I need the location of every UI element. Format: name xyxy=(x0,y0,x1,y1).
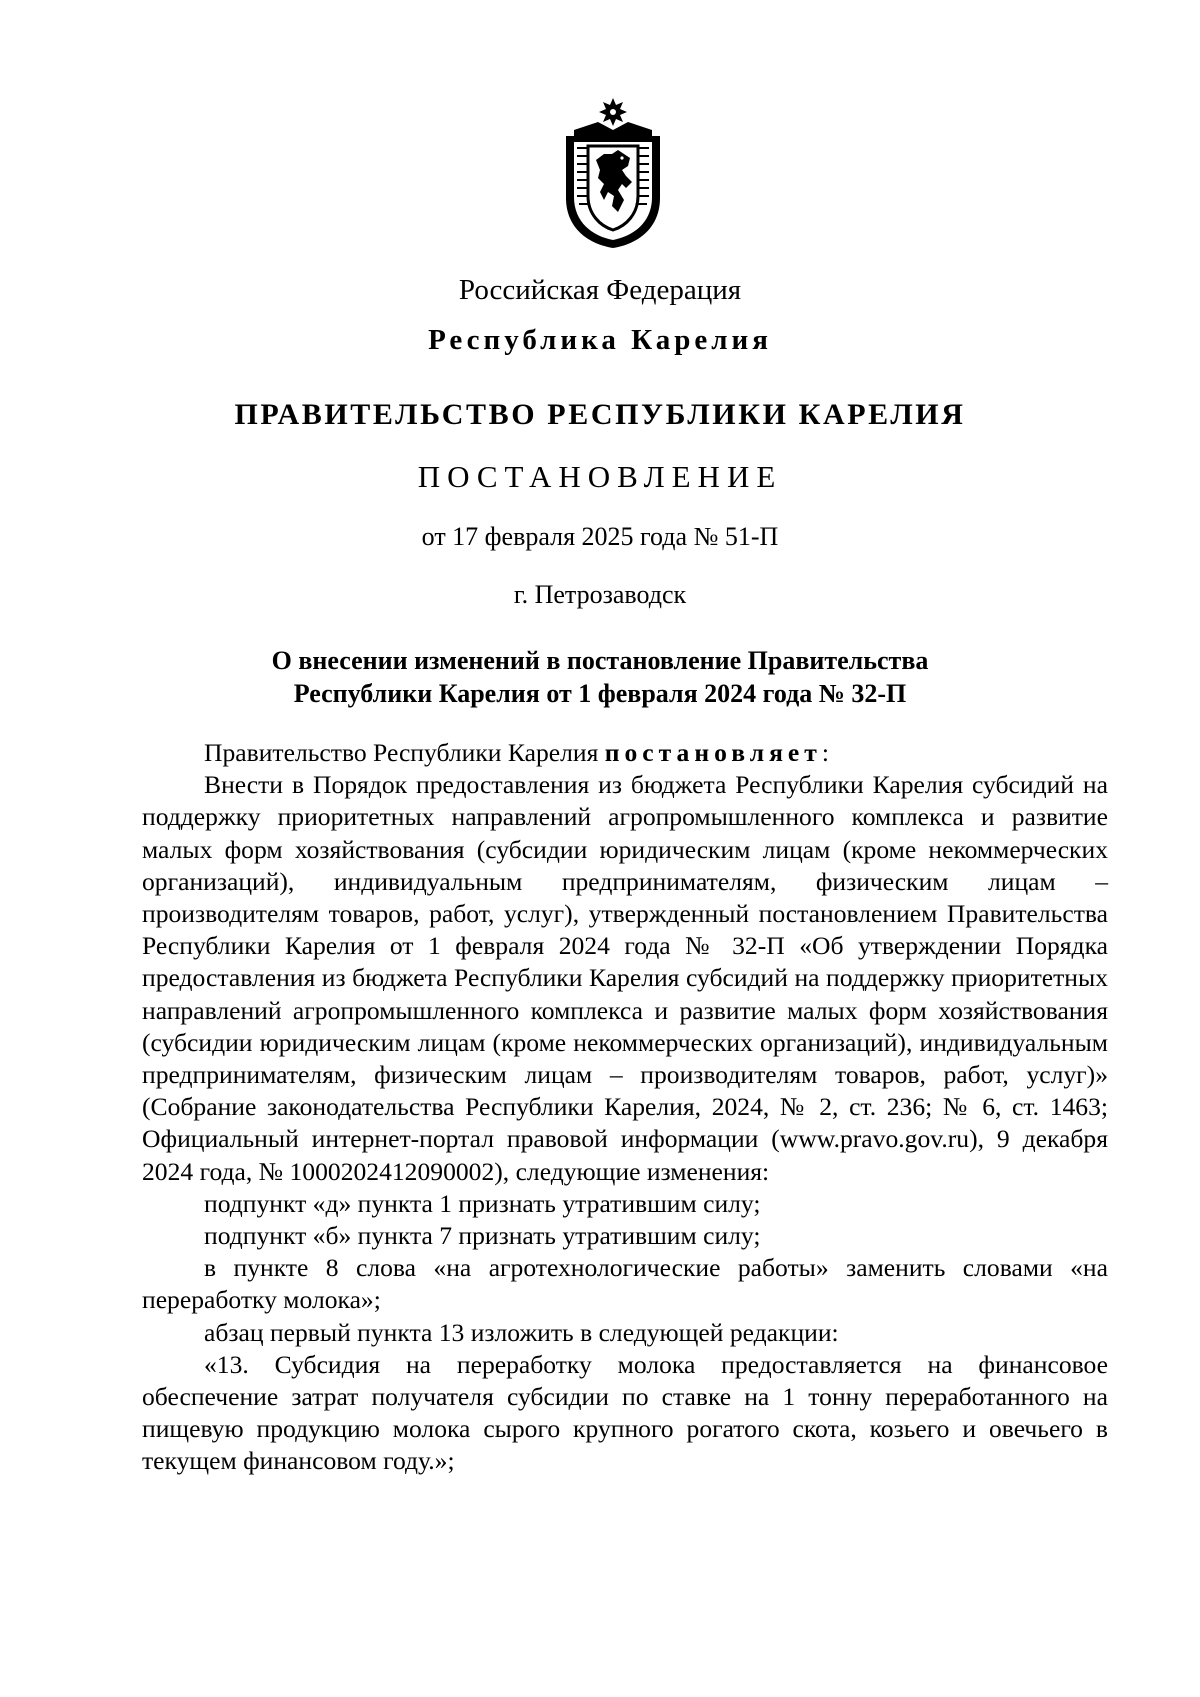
body-paragraph: в пункте 8 слова «на агротехнологические работы» заменить словами «на переработку молока»; xyxy=(142,1253,1108,1315)
body-paragraph: подпункт «б» пункта 7 признать утратившим силу; xyxy=(204,1221,761,1251)
preamble-text: Правительство Республики Карелия xyxy=(204,738,605,767)
preamble-colon: : xyxy=(821,738,829,767)
document-title-line: О внесении изменений в постановление Правительства xyxy=(271,646,929,675)
document-type: ПОСТАНОВЛЕНИЕ xyxy=(417,459,783,494)
government-name: ПРАВИТЕЛЬСТВО РЕСПУБЛИКИ КАРЕЛИЯ xyxy=(234,398,966,431)
coat-of-arms-emblem xyxy=(560,96,666,250)
document-title-line: Республики Карелия от 1 февраля 2024 года № 32-П xyxy=(293,679,907,708)
document-city: г. Петрозаводск xyxy=(513,580,687,609)
body-paragraph: абзац первый пункта 13 изложить в следующей редакции: xyxy=(204,1317,839,1347)
body-paragraph: подпункт «д» пункта 1 признать утратившим силу; xyxy=(204,1188,761,1218)
preamble-paragraph xyxy=(142,737,1108,769)
body-paragraph: «13. Субсидия на переработку молока предоставляется на финансовое обеспечение затрат получателя субсидии по ставке на 1 тонну переработанного на пищевую продукцию молока сырого крупного рогатого скота, козьего и овечьего в текущем финансовом году.»; xyxy=(142,1349,1108,1476)
document-date-number: от 17 февраля 2025 года № 51-П xyxy=(421,522,779,551)
country-name: Российская Федерация xyxy=(458,274,742,306)
star-icon xyxy=(599,98,627,126)
document-body xyxy=(142,737,1108,1478)
body-paragraph: Внести в Порядок предоставления из бюджета Республики Карелия субсидий на поддержку приоритетных направлений агропромышленного комплекса и развитие малых форм хозяйствования (субсидии юридическим лицам (кроме некоммерческих организаций), индивидуальным предпринимателям, физическим лицам – производителям товаров, работ, услуг), утвержденный постановлением Правительства Республики Карелия от 1 февраля 2024 года № 32-П «Об утверждении Порядка предоставления из бюджета Республики Карелия субсидий на поддержку приоритетных направлений агропромышленного комплекса и развитие малых форм хозяйствования (субсидии юридическим лицам (кроме некоммерческих организаций), индивидуальным предпринимателям, физическим лицам – производителям товаров, работ, услуг)» (Собрание законодательства Республики Карелия, 2024, № 2, ст. 236; № 6, ст. 1463; Официальный интернет-портал правовой информации (www.pravo.gov.ru), 9 декабря 2024 года, № 1000202412090002), следующие изменения: xyxy=(142,770,1108,1186)
republic-name: Республика Карелия xyxy=(428,324,772,356)
preamble-keyword: постановляет xyxy=(604,738,822,767)
document-title xyxy=(0,644,1200,710)
